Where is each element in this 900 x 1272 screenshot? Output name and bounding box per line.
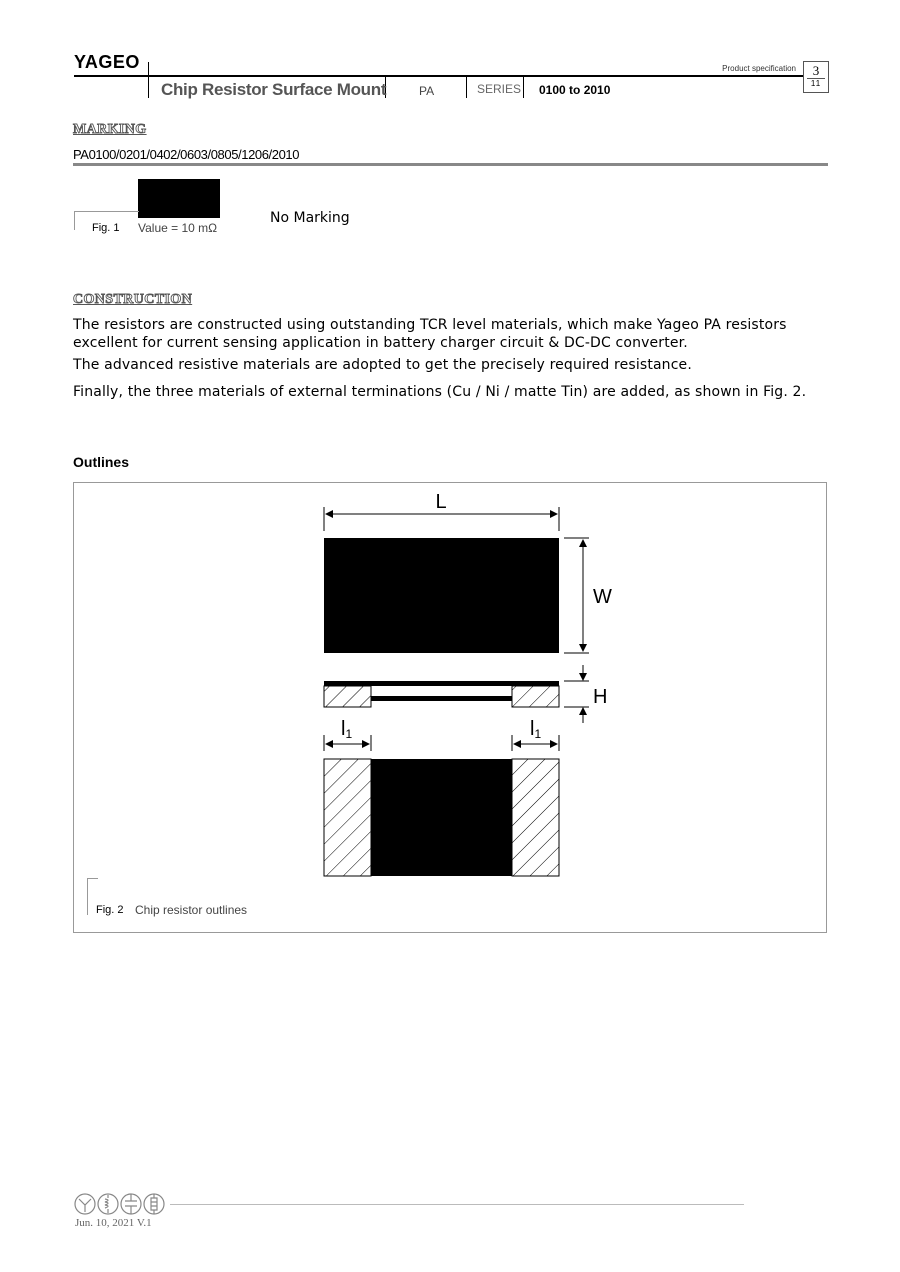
fig-2-caption: Chip resistor outlines (135, 903, 248, 917)
document-subtitle: Chip Resistor Surface Mount (161, 80, 387, 99)
outline-figure-frame (73, 482, 827, 933)
fig-2-label: Fig. 2 (96, 904, 124, 916)
size-range: 0100 to 2010 (539, 83, 611, 97)
series-code: PA (419, 84, 435, 98)
yageo-logo: YAGEO (74, 52, 140, 72)
dimension-H-label: H (593, 686, 608, 708)
dimension-H (564, 665, 589, 723)
dimension-l1-right-label: l1 (530, 718, 542, 741)
chip-side-view (324, 681, 559, 707)
dimension-l1-left-label: l1 (341, 718, 353, 741)
header-divider (466, 77, 467, 98)
no-marking-note: No Marking (270, 210, 350, 226)
footer-icons (74, 1192, 170, 1216)
outlines-title: Outlines (73, 454, 130, 470)
marking-models: PA0100/0201/0402/0603/0805/1206/2010 (73, 147, 300, 162)
marking-chip-image (138, 179, 220, 218)
page-total: 11 (810, 79, 822, 88)
series-label: SERIES (477, 82, 522, 96)
header-rule (74, 75, 804, 77)
construction-paragraph-2: The advanced resistive materials are adopted to get the precisely required resistance. (73, 357, 692, 373)
product-specification-label: Product specification (722, 64, 796, 73)
header-divider (523, 77, 524, 98)
dimension-W-label: W (593, 586, 612, 608)
page-number: 3 (812, 63, 820, 78)
page-number-box (803, 61, 829, 93)
dimension-L-label: L (435, 491, 447, 513)
section-rule (73, 163, 828, 166)
chip-bottom-view (324, 759, 559, 876)
dimension-W (564, 538, 589, 653)
chip-outline-diagram (74, 483, 826, 932)
construction-paragraph-1: The resistors are constructed using outstanding TCR level materials, which make Yageo PA resistors excellent for current sensing application in battery charger circuit & DC-DC converter. (73, 317, 787, 351)
chip-top-view (324, 538, 559, 653)
footer-date-version: Jun. 10, 2021 V.1 (75, 1217, 152, 1229)
fig-1-label: Fig. 1 (92, 222, 120, 234)
construction-paragraph-3: Finally, the three materials of external terminations (Cu / Ni / matte Tin) are added, as shown in Fig. 2. (73, 384, 807, 400)
marking-title: MARKING (73, 122, 147, 137)
footer-rule (170, 1204, 744, 1205)
fig-1-caption: Value = 10 mΩ (138, 221, 218, 235)
construction-title: CONSTRUCTION (73, 292, 193, 307)
header-divider (148, 62, 149, 98)
